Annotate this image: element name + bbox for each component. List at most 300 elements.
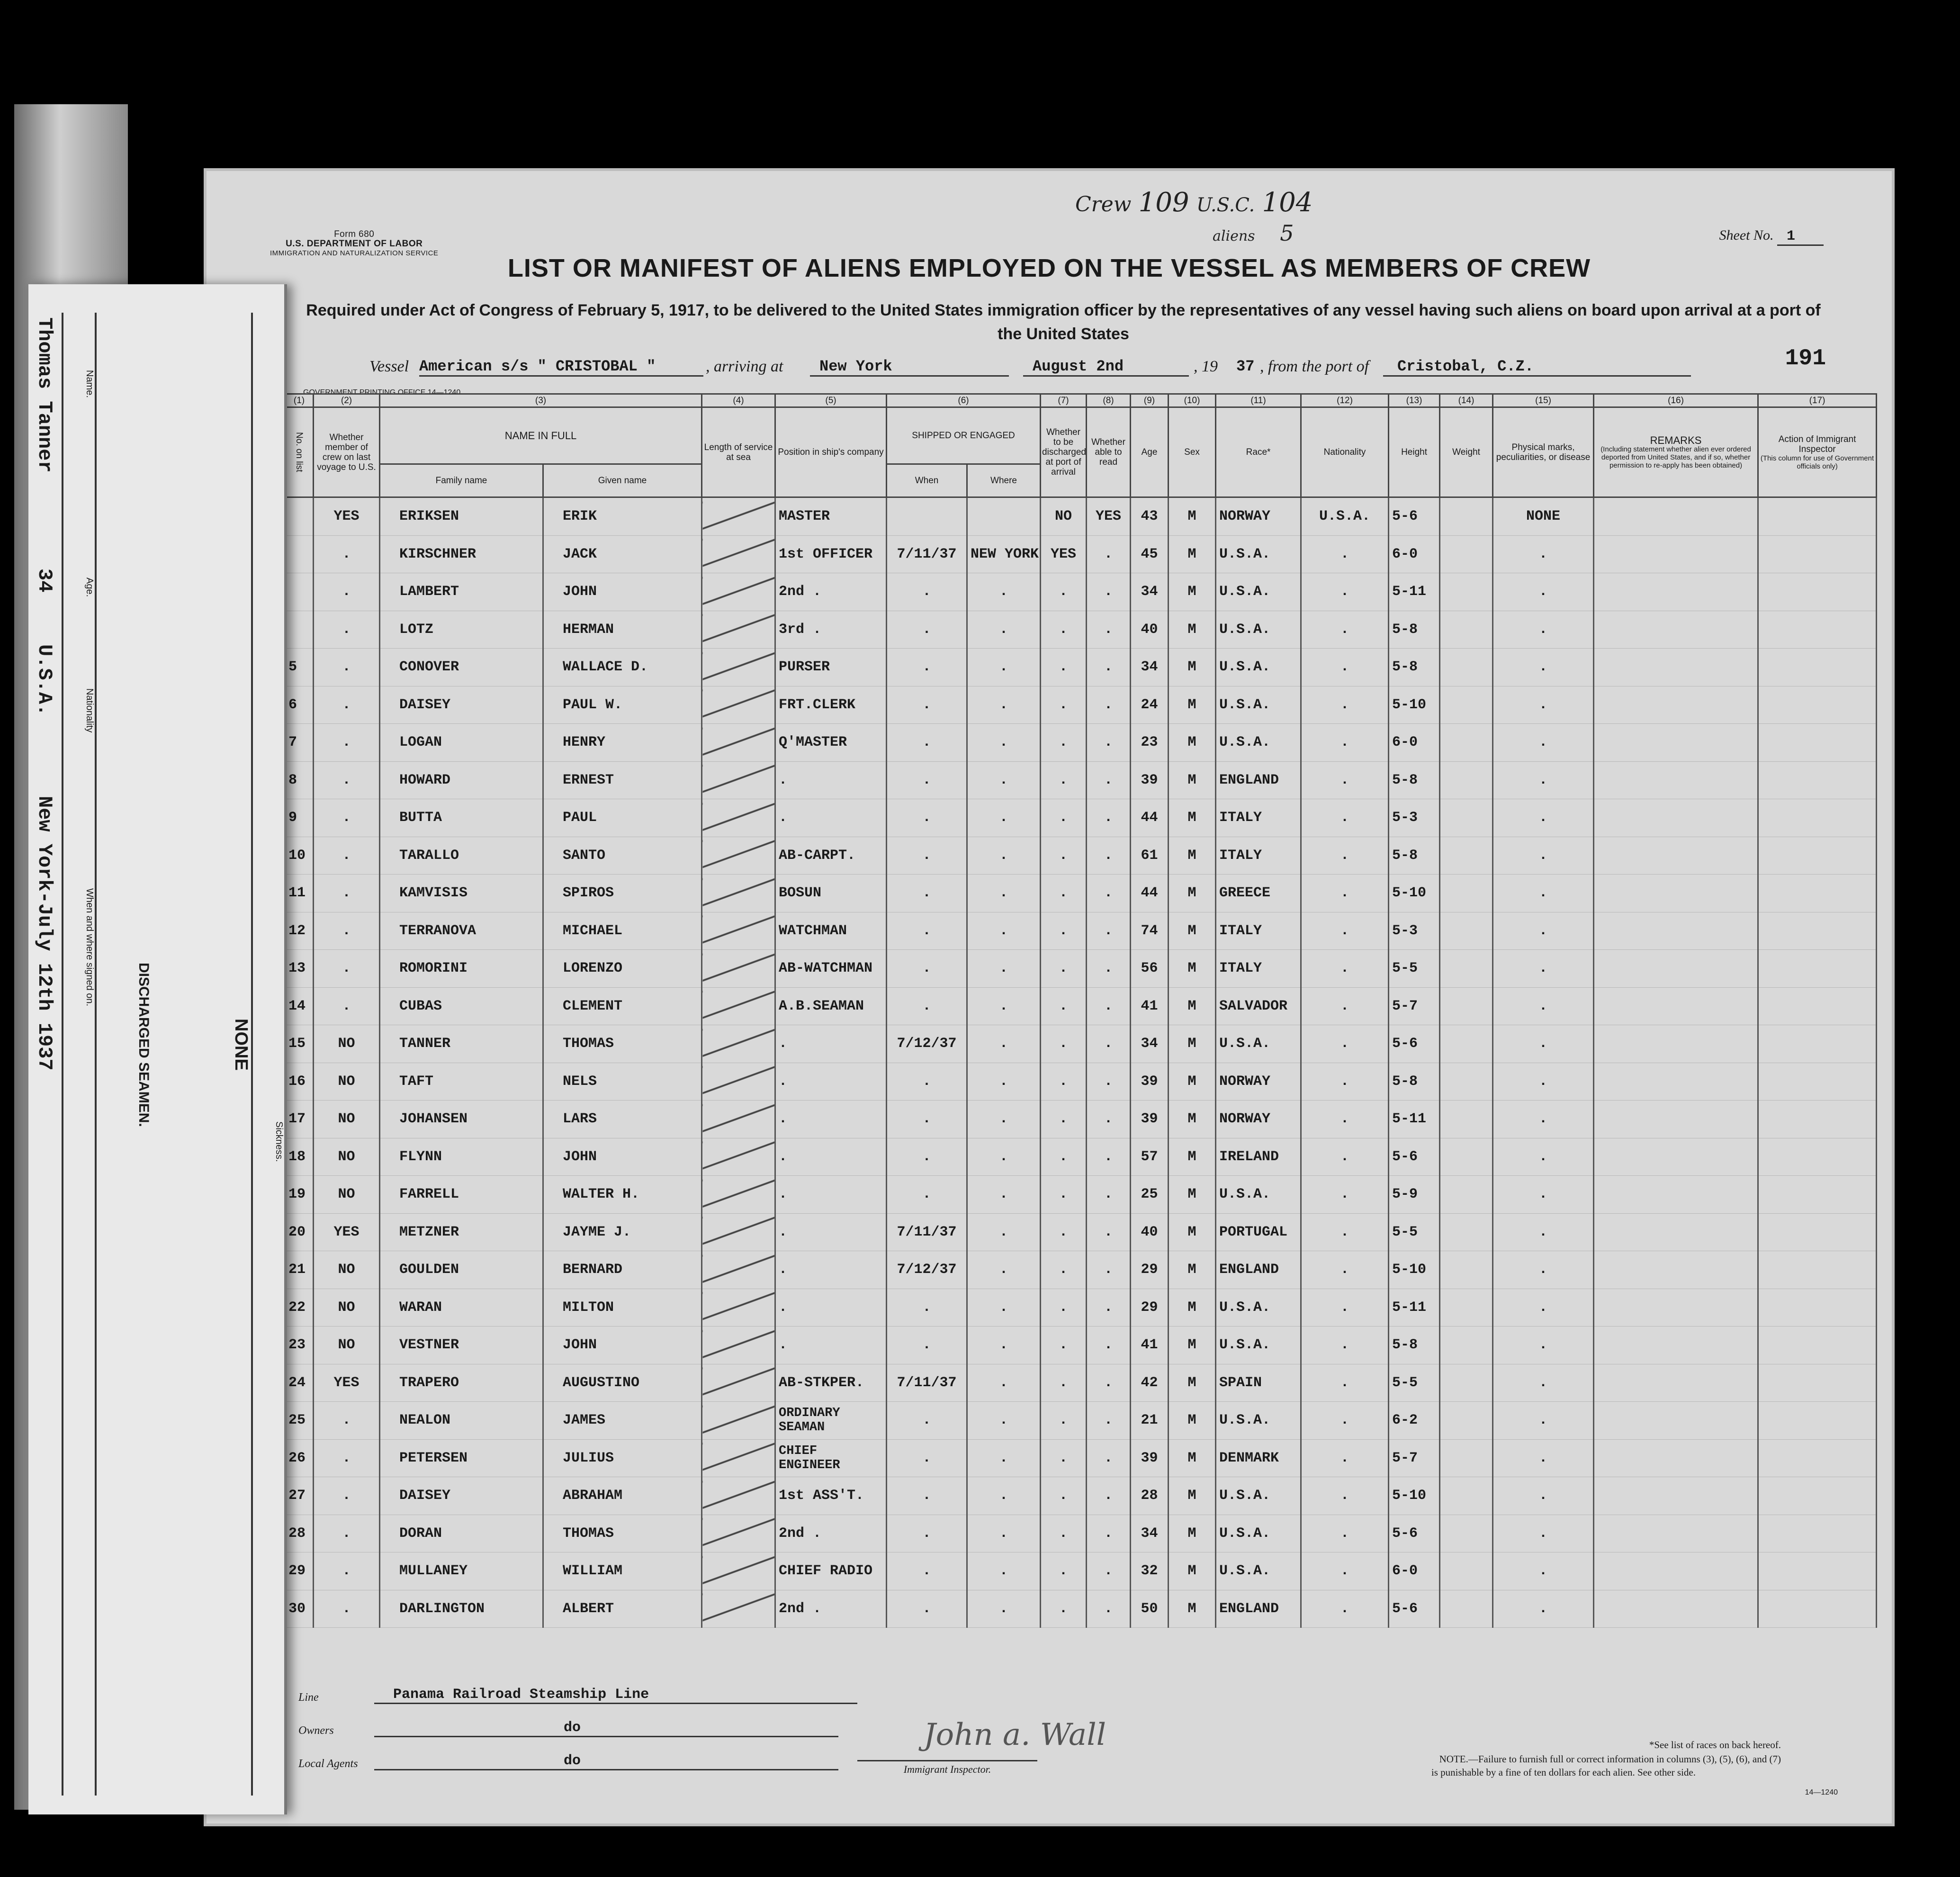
cell-last: . (314, 950, 380, 988)
col3-num: (3) (380, 394, 702, 407)
cell-no: 24 (285, 1364, 314, 1402)
cell-sex: M (1169, 535, 1216, 573)
cell-age: 56 (1131, 950, 1169, 988)
cell-disch: . (1041, 1063, 1087, 1101)
cell-age: 23 (1131, 724, 1169, 762)
cell-slash (702, 799, 775, 837)
cell-marks: . (1493, 1063, 1594, 1101)
table-row (285, 1515, 1877, 1552)
cell-race: U.S.A. (1216, 1552, 1301, 1590)
table-row (285, 1590, 1877, 1628)
cell-slash (702, 686, 775, 724)
cell-no (285, 497, 314, 536)
cell-pos: . (775, 1063, 887, 1101)
col10-num: (10) (1169, 394, 1216, 407)
cell-wt (1440, 535, 1493, 573)
cell-age: 43 (1131, 497, 1169, 536)
cell-age: 29 (1131, 1289, 1169, 1327)
cell-disch: . (1041, 875, 1087, 912)
cell-ht: 5-3 (1389, 912, 1440, 950)
col11-num: (11) (1216, 394, 1301, 407)
cell-age: 34 (1131, 1025, 1169, 1063)
cell-family: MULLANEY (380, 1552, 543, 1590)
cell-disch: . (1041, 649, 1087, 686)
cell-nat: . (1301, 1025, 1389, 1063)
cell-pos: . (775, 799, 887, 837)
cell-race: U.S.A. (1216, 1025, 1301, 1063)
cell-pos: . (775, 1213, 887, 1251)
cell-nat: . (1301, 535, 1389, 573)
cell-age: 41 (1131, 987, 1169, 1025)
cell-disch: . (1041, 1025, 1087, 1063)
cell-age: 44 (1131, 799, 1169, 837)
cell-action (1758, 950, 1877, 988)
col17-subtitle: (This column for use of Government officials only) (1760, 454, 1874, 470)
cell-disch: . (1041, 1213, 1087, 1251)
cell-disch: . (1041, 1439, 1087, 1477)
cell-last: . (314, 761, 380, 799)
cell-action (1758, 497, 1877, 536)
cell-pos: AB-WATCHMAN (775, 950, 887, 988)
cell-given: NELS (543, 1063, 702, 1101)
cell-ht: 5-6 (1389, 497, 1440, 536)
cell-age: 57 (1131, 1138, 1169, 1176)
cell-pos: CHIEF RADIO (775, 1552, 887, 1590)
cell-last: . (314, 1552, 380, 1590)
cell-pos: 3rd . (775, 611, 887, 649)
table-row (285, 649, 1877, 686)
cell-marks: . (1493, 1327, 1594, 1364)
cell-disch: . (1041, 912, 1087, 950)
cell-slash (702, 1213, 775, 1251)
cell-age: 45 (1131, 535, 1169, 573)
cell-last: . (314, 611, 380, 649)
cell-pos: . (775, 1327, 887, 1364)
cell-disch: . (1041, 686, 1087, 724)
cell-last: NO (314, 1101, 380, 1138)
cell-race: U.S.A. (1216, 724, 1301, 762)
col12-header: Nationality (1301, 407, 1389, 497)
cell-no (285, 611, 314, 649)
cell-where: . (967, 724, 1041, 762)
cell-last: . (314, 573, 380, 611)
cell-nat: . (1301, 1515, 1389, 1552)
cell-pos: ORDINARY SEAMAN (775, 1402, 887, 1440)
cell-where: . (967, 1364, 1041, 1402)
cell-slash (702, 1138, 775, 1176)
table-row (285, 837, 1877, 875)
cell-pos: 1st ASS'T. (775, 1477, 887, 1515)
cell-where: . (967, 912, 1041, 950)
cell-race: ITALY (1216, 799, 1301, 837)
cell-slash (702, 761, 775, 799)
flap-entry-nationality: U.S.A. (33, 644, 56, 716)
cell-last: . (314, 649, 380, 686)
cell-family: PETERSEN (380, 1439, 543, 1477)
cell-read: . (1087, 837, 1131, 875)
cell-marks: . (1493, 875, 1594, 912)
cell-remarks (1594, 1402, 1758, 1440)
cell-ht: 5-8 (1389, 1327, 1440, 1364)
cell-where: . (967, 1251, 1041, 1289)
cell-given: JOHN (543, 1138, 702, 1176)
cell-action (1758, 724, 1877, 762)
cell-read: . (1087, 1176, 1131, 1214)
table-row (285, 1101, 1877, 1138)
cell-last: . (314, 1515, 380, 1552)
cell-read: . (1087, 1515, 1131, 1552)
cell-sex: M (1169, 1402, 1216, 1440)
cell-action (1758, 1138, 1877, 1176)
vessel-line (369, 358, 1824, 381)
cell-read: . (1087, 1025, 1131, 1063)
col5-num: (5) (775, 394, 887, 407)
cell-nat: . (1301, 724, 1389, 762)
cell-when: . (887, 912, 967, 950)
cell-family: TRAPERO (380, 1364, 543, 1402)
cell-last: . (314, 912, 380, 950)
cell-read: . (1087, 573, 1131, 611)
col12-num: (12) (1301, 394, 1389, 407)
cell-read: . (1087, 761, 1131, 799)
cell-age: 24 (1131, 686, 1169, 724)
cell-last: NO (314, 1289, 380, 1327)
cell-no: 10 (285, 837, 314, 875)
cell-slash (702, 573, 775, 611)
cell-sex: M (1169, 611, 1216, 649)
cell-marks: . (1493, 1213, 1594, 1251)
cell-last: . (314, 1590, 380, 1628)
cell-action (1758, 686, 1877, 724)
cell-action (1758, 1439, 1877, 1477)
cell-remarks (1594, 799, 1758, 837)
cell-read: . (1087, 611, 1131, 649)
cell-remarks (1594, 1251, 1758, 1289)
cell-slash (702, 497, 775, 536)
cell-marks: NONE (1493, 497, 1594, 536)
cell-family: DAISEY (380, 1477, 543, 1515)
cell-read: . (1087, 649, 1131, 686)
cell-marks: . (1493, 573, 1594, 611)
cell-marks: . (1493, 724, 1594, 762)
cell-wt (1440, 950, 1493, 988)
cell-action (1758, 611, 1877, 649)
cell-where: . (967, 1477, 1041, 1515)
cell-when: . (887, 1327, 967, 1364)
cell-given: WILLIAM (543, 1552, 702, 1590)
cell-remarks (1594, 535, 1758, 573)
cell-where: . (967, 1590, 1041, 1628)
col11-header: Race* (1216, 407, 1301, 497)
cell-when: 7/12/37 (887, 1251, 967, 1289)
cell-where: . (967, 1552, 1041, 1590)
cell-disch: . (1041, 1364, 1087, 1402)
table-row (285, 875, 1877, 912)
cell-action (1758, 799, 1877, 837)
cell-pos: CHIEF ENGINEER (775, 1439, 887, 1477)
cell-last: . (314, 724, 380, 762)
cell-disch: . (1041, 1176, 1087, 1214)
cell-ht: 5-8 (1389, 1063, 1440, 1101)
cell-age: 61 (1131, 837, 1169, 875)
col17-title: Action of Immigrant Inspector (1778, 434, 1856, 454)
cell-ht: 5-8 (1389, 837, 1440, 875)
cell-marks: . (1493, 1025, 1594, 1063)
cell-ht: 5-8 (1389, 611, 1440, 649)
arrival-date: August 2nd (1023, 358, 1189, 377)
cell-when: . (887, 1176, 967, 1214)
cell-given: HERMAN (543, 611, 702, 649)
table-row (285, 1251, 1877, 1289)
cell-race: U.S.A. (1216, 1477, 1301, 1515)
cell-where: . (967, 761, 1041, 799)
table-row (285, 573, 1877, 611)
table-row (285, 1477, 1877, 1515)
flap-col-name: Name. (84, 370, 95, 398)
cell-remarks (1594, 1590, 1758, 1628)
page-title: LIST OR MANIFEST OF ALIENS EMPLOYED ON THE VESSEL AS MEMBERS OF CREW (507, 254, 1591, 282)
cell-nat: . (1301, 1552, 1389, 1590)
col15-num: (15) (1493, 394, 1594, 407)
cell-when: . (887, 950, 967, 988)
cell-race: NORWAY (1216, 497, 1301, 536)
cell-age: 39 (1131, 761, 1169, 799)
cell-marks: . (1493, 987, 1594, 1025)
note-penalty-2: is punishable by a fine of ten dollars for each alien. See other side. (1431, 1767, 1696, 1778)
cell-where: . (967, 1439, 1041, 1477)
cell-family: KIRSCHNER (380, 535, 543, 573)
cell-wt (1440, 912, 1493, 950)
cell-wt (1440, 1213, 1493, 1251)
cell-pos: 2nd . (775, 573, 887, 611)
col4-num: (4) (702, 394, 775, 407)
flap-entry-name: Thomas Tanner (33, 317, 56, 473)
cell-wt (1440, 837, 1493, 875)
cell-nat: . (1301, 1101, 1389, 1138)
cell-age: 34 (1131, 573, 1169, 611)
cell-remarks (1594, 1364, 1758, 1402)
cell-sex: M (1169, 1590, 1216, 1628)
cell-race: GREECE (1216, 875, 1301, 912)
cell-given: CLEMENT (543, 987, 702, 1025)
cell-where: . (967, 950, 1041, 988)
cell-race: U.S.A. (1216, 573, 1301, 611)
flap-divider-3 (251, 313, 253, 1796)
cell-sex: M (1169, 875, 1216, 912)
cell-no: 8 (285, 761, 314, 799)
handwritten-crew-note (1075, 187, 1313, 218)
cell-nat: . (1301, 1477, 1389, 1515)
cell-race: SALVADOR (1216, 987, 1301, 1025)
cell-age: 39 (1131, 1101, 1169, 1138)
cell-race: ITALY (1216, 912, 1301, 950)
cell-action (1758, 1515, 1877, 1552)
cell-no: 21 (285, 1251, 314, 1289)
cell-family: FARRELL (380, 1176, 543, 1214)
cell-when: . (887, 686, 967, 724)
cell-pos: PURSER (775, 649, 887, 686)
cell-family: METZNER (380, 1213, 543, 1251)
cell-family: ROMORINI (380, 950, 543, 988)
cell-ht: 5-8 (1389, 649, 1440, 686)
cell-disch: . (1041, 761, 1087, 799)
cell-family: TANNER (380, 1025, 543, 1063)
cell-wt (1440, 1327, 1493, 1364)
cell-family: FLYNN (380, 1138, 543, 1176)
cell-family: GOULDEN (380, 1251, 543, 1289)
cell-ht: 5-7 (1389, 1439, 1440, 1477)
cell-nat: . (1301, 1176, 1389, 1214)
cell-pos: . (775, 1138, 887, 1176)
cell-remarks (1594, 1289, 1758, 1327)
cell-ht: 5-5 (1389, 1364, 1440, 1402)
cell-sex: M (1169, 1439, 1216, 1477)
cell-family: WARAN (380, 1289, 543, 1327)
cell-age: 41 (1131, 1327, 1169, 1364)
cell-pos: . (775, 1251, 887, 1289)
cell-read: . (1087, 1327, 1131, 1364)
cell-pos: A.B.SEAMAN (775, 987, 887, 1025)
col2-header: Whether member of crew on last voyage to U.S. (314, 407, 380, 497)
cell-age: 44 (1131, 875, 1169, 912)
cell-race: SPAIN (1216, 1364, 1301, 1402)
cell-marks: . (1493, 535, 1594, 573)
cell-race: U.S.A. (1216, 1327, 1301, 1364)
cell-where: . (967, 1515, 1041, 1552)
cell-given: HENRY (543, 724, 702, 762)
cell-marks: . (1493, 1289, 1594, 1327)
table-row (285, 611, 1877, 649)
cell-wt (1440, 1439, 1493, 1477)
cell-remarks (1594, 1439, 1758, 1477)
table-row (285, 1138, 1877, 1176)
cell-where: . (967, 875, 1041, 912)
cell-given: JOHN (543, 1327, 702, 1364)
cell-family: VESTNER (380, 1327, 543, 1364)
cell-marks: . (1493, 1477, 1594, 1515)
flap-none: NONE (231, 1019, 251, 1071)
cell-read: . (1087, 1364, 1131, 1402)
cell-given: LORENZO (543, 950, 702, 988)
cell-last: . (314, 987, 380, 1025)
cell-no: 16 (285, 1063, 314, 1101)
crew-rows (285, 497, 1877, 1628)
cell-marks: . (1493, 1402, 1594, 1440)
flap-title: DISCHARGED SEAMEN. (136, 962, 152, 1127)
cell-given: ERNEST (543, 761, 702, 799)
cell-last: NO (314, 1063, 380, 1101)
cell-last: YES (314, 1213, 380, 1251)
footer-agents-label: Local Agents (298, 1758, 358, 1770)
cell-remarks (1594, 761, 1758, 799)
cell-when: . (887, 1515, 967, 1552)
cell-given: ABRAHAM (543, 1477, 702, 1515)
cell-nat: . (1301, 1251, 1389, 1289)
cell-action (1758, 1477, 1877, 1515)
cell-slash (702, 875, 775, 912)
flap-col-signed-on: When and where signed on. (84, 888, 95, 1007)
col15-header: Physical marks, peculiarities, or disease (1493, 407, 1594, 497)
cell-marks: . (1493, 1138, 1594, 1176)
cell-given: THOMAS (543, 1025, 702, 1063)
cell-sex: M (1169, 1063, 1216, 1101)
cell-disch: . (1041, 950, 1087, 988)
cell-when: . (887, 1590, 967, 1628)
sheet-number-value: 1 (1777, 228, 1824, 246)
cell-marks: . (1493, 1552, 1594, 1590)
cell-race: U.S.A. (1216, 611, 1301, 649)
table-row (285, 535, 1877, 573)
cell-age: 28 (1131, 1477, 1169, 1515)
col16-header (1594, 407, 1758, 497)
col13-header: Height (1389, 407, 1440, 497)
cell-action (1758, 1025, 1877, 1063)
table-row (285, 912, 1877, 950)
cell-no: 28 (285, 1515, 314, 1552)
arrival-year: 37 (1236, 358, 1255, 375)
arriving-label: , arriving at (706, 358, 783, 375)
cell-action (1758, 1251, 1877, 1289)
cell-nat: . (1301, 1402, 1389, 1440)
cell-race: PORTUGAL (1216, 1213, 1301, 1251)
cell-family: LOTZ (380, 611, 543, 649)
cell-remarks (1594, 724, 1758, 762)
cell-sex: M (1169, 1515, 1216, 1552)
cell-remarks (1594, 573, 1758, 611)
col16-num: (16) (1594, 394, 1758, 407)
cell-when: . (887, 761, 967, 799)
cell-age: 34 (1131, 1515, 1169, 1552)
cell-family: LAMBERT (380, 573, 543, 611)
cell-given: WALLACE D. (543, 649, 702, 686)
print-code: 14—1240 (1805, 1788, 1838, 1796)
col5-header: Position in ship's company (775, 407, 887, 497)
cell-marks: . (1493, 1364, 1594, 1402)
cell-slash (702, 1552, 775, 1590)
cell-remarks (1594, 611, 1758, 649)
cell-wt (1440, 761, 1493, 799)
cell-pos: . (775, 761, 887, 799)
table-row (285, 1327, 1877, 1364)
cell-read: . (1087, 912, 1131, 950)
cell-pos: 2nd . (775, 1590, 887, 1628)
form-number: Form 680 (334, 229, 375, 239)
handwritten-crew: Crew (1075, 192, 1132, 217)
cell-disch: . (1041, 1515, 1087, 1552)
cell-disch: . (1041, 987, 1087, 1025)
cell-slash (702, 1025, 775, 1063)
cell-slash (702, 535, 775, 573)
col8-num: (8) (1087, 394, 1131, 407)
cell-marks: . (1493, 799, 1594, 837)
cell-no: 18 (285, 1138, 314, 1176)
cell-ht: 5-6 (1389, 1138, 1440, 1176)
cell-marks: . (1493, 1590, 1594, 1628)
cell-when: 7/11/37 (887, 535, 967, 573)
cell-disch: . (1041, 724, 1087, 762)
arrival-port: New York (810, 358, 1009, 377)
cell-pos: 1st OFFICER (775, 535, 887, 573)
col3a-header: Family name (380, 464, 543, 497)
cell-nat: . (1301, 950, 1389, 988)
cell-slash (702, 1402, 775, 1440)
cell-no (285, 535, 314, 573)
cell-no: 29 (285, 1552, 314, 1590)
col3b-header: Given name (543, 464, 702, 497)
col6-num: (6) (887, 394, 1041, 407)
cell-where: . (967, 1327, 1041, 1364)
cell-slash (702, 649, 775, 686)
